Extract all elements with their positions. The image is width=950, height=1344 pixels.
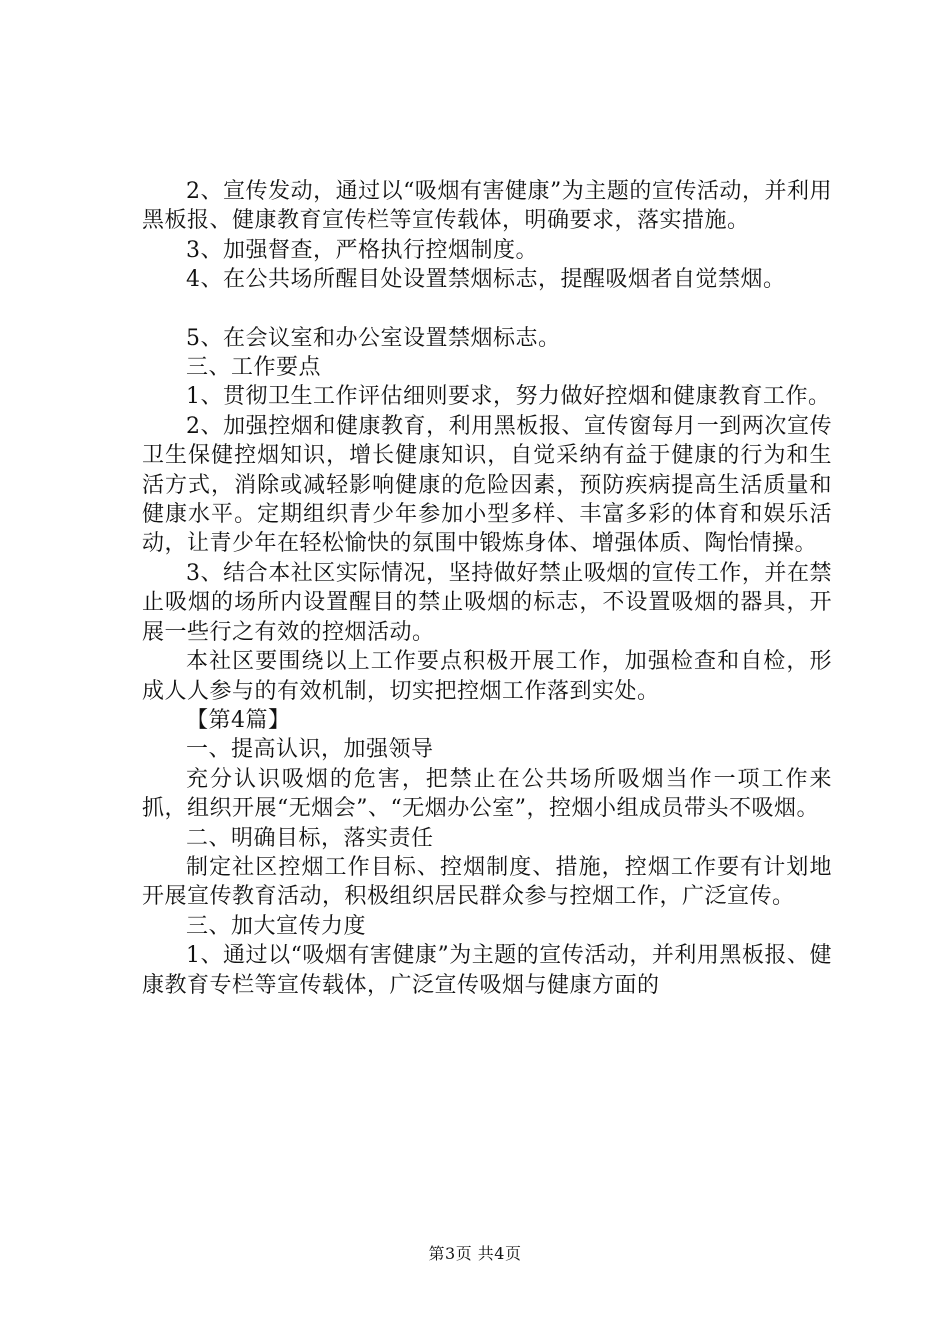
page-footer: 第3页 共4页 (428, 1244, 522, 1263)
document-body (142, 177, 832, 1000)
paragraph-awareness: 充分认识吸烟的危害，把禁止在公共场所吸烟当作一项工作来抓，组织开展“无烟会”、“无烟办公室”，控烟小组成员带头不吸烟。 (142, 766, 832, 822)
section-heading-key-points: 三、工作要点 (186, 355, 322, 381)
paragraph-publicity-campaign: 1、通过以“吸烟有害健康”为主题的宣传活动，并利用黑板报、健康教育专栏等宣传载体，广泛宣传吸烟与健康方面的 (142, 943, 832, 998)
paragraph-key-point-2: 2、加强控烟和健康教育，利用黑板报、宣传窗每月一到两次宣传卫生保健控烟知识，增长健康知识，自觉采纳有益于健康的行为和生活方式，消除或减轻影响健康的危险因素，预防疾病提高生活质量和健康水平。定期组织青少年参加小型多样、丰富多彩的体育和娱乐活动，让青少年在轻松愉快的氛围中锻炼身体、增强体质、陶怡情操。 (142, 413, 832, 557)
paragraph-key-point-1: 1、贯彻卫生工作评估细则要求，努力做好控烟和健康教育工作。 (186, 384, 831, 410)
paragraph-publicity: 2、宣传发动，通过以“吸烟有害健康”为主题的宣传活动，并利用黑板报、健康教育宣传栏等宣传载体，明确要求，落实措施。 (142, 179, 832, 234)
paragraph-office-signs: 5、在会议室和办公室设置禁烟标志。 (186, 325, 561, 351)
paragraph-key-point-3: 3、结合本社区实际情况，坚持做好禁止吸烟的宣传工作，并在禁止吸烟的场所内设置醒目的禁止吸烟的标志，不设置吸烟的器具，开展一些行之有效的控烟活动。 (142, 560, 832, 645)
section-heading-publicity: 三、加大宣传力度 (186, 913, 367, 939)
paragraph-goals: 制定社区控烟工作目标、控烟制度、措施，控烟工作要有计划地开展宣传教育活动，积极组织居民群众参与控烟工作，广泛宣传。 (142, 854, 832, 910)
paragraph-public-signs: 4、在公共场所醒目处设置禁烟标志，提醒吸烟者自觉禁烟。 (186, 267, 786, 293)
paragraph-supervision: 3、加强督查，严格执行控烟制度。 (186, 237, 538, 263)
section-heading-goals: 二、明确目标，落实责任 (186, 825, 434, 851)
section-heading-awareness: 一、提高认识，加强领导 (186, 737, 434, 763)
part-heading-4: 【第4篇】 (186, 707, 291, 733)
blank-line (142, 295, 832, 324)
paragraph-summary: 本社区要围绕以上工作要点积极开展工作，加强检查和自检，形成人人参与的有效机制，切实把控烟工作落到实处。 (142, 649, 832, 704)
